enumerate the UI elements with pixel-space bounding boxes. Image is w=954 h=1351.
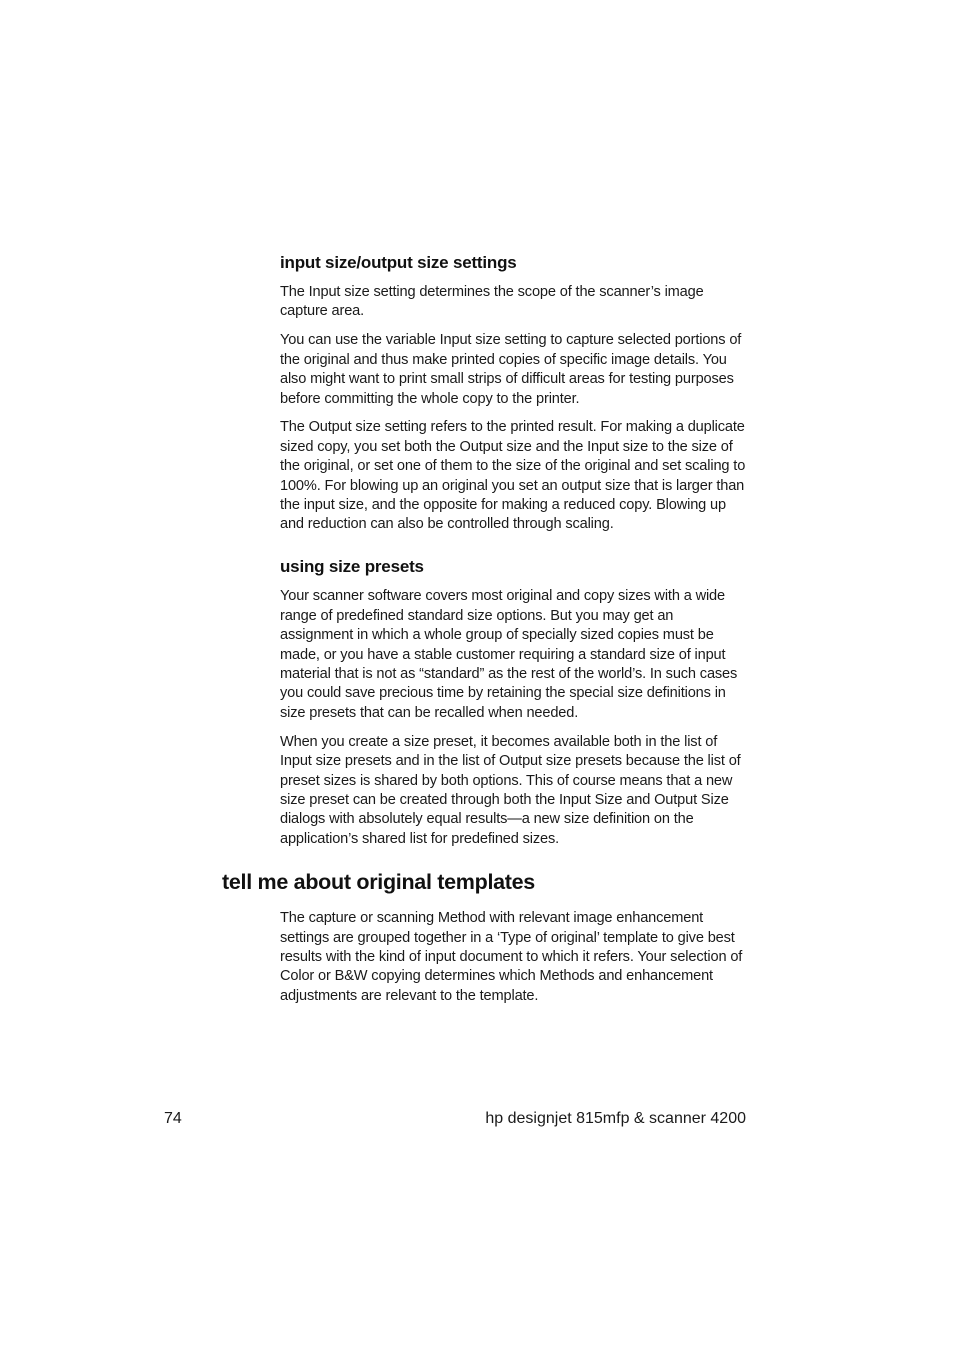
- page-content: [222, 252, 746, 1016]
- paragraph: The Input size setting determines the scope of the scanner’s image capture area.: [280, 284, 704, 320]
- main-heading-original-templates: tell me about original templates: [222, 870, 535, 895]
- paragraph: Your scanner software covers most original and copy sizes with a wide range of predefined standard size options. But you may get an assignment in which a whole group of specially sized copies must be made, or you have a stable customer requiring a standard size of input material that is not as “standard” as the rest of the world’s. In such cases you could save precious time by retaining the special size definitions in size presets that can be recalled when needed.: [280, 588, 738, 721]
- page-number: 74: [164, 1110, 182, 1127]
- paragraph: When you create a size preset, it becomes available both in the list of Input size presets and in the list of Output size presets because the list of preset sizes is shared by both options. This of course means that a new size preset can be created through both the Input Size and Output Size dialogs with absolutely equal results—a new size definition on the application’s shared list for predefined sizes.: [280, 733, 741, 847]
- paragraph: The Output size setting refers to the printed result. For making a duplicate sized copy, you set both the Output size and the Input size to the size of the original, or set one of them to the size of the original and set scaling to 100%. For blowing up an original you set an output size that is larger than the input size, and the opposite for making a reduced copy. Blowing up and reduction can also be controlled through scaling.: [280, 419, 746, 533]
- spacer: [280, 544, 746, 556]
- section-heading-input-output-size: input size/output size settings: [280, 253, 517, 272]
- footer-product-title: hp designjet 815mfp & scanner 4200: [485, 1110, 746, 1127]
- section-heading-size-presets: using size presets: [280, 557, 424, 577]
- paragraph: You can use the variable Input size setting to capture selected portions of the original and thus make printed copies of specific image details. You also might want to print small strips of difficult areas for testing purposes before committing the whole copy to the printer.: [280, 332, 742, 407]
- page-footer: [164, 1107, 746, 1131]
- paragraph: The capture or scanning Method with relevant image enhancement settings are grouped together in a ‘Type of original’ template to give best results with the kind of input document to which it refers. Your selection of Color or B&W copying determines which Methods and enhancement adjustments are relevant to the template.: [280, 910, 743, 1004]
